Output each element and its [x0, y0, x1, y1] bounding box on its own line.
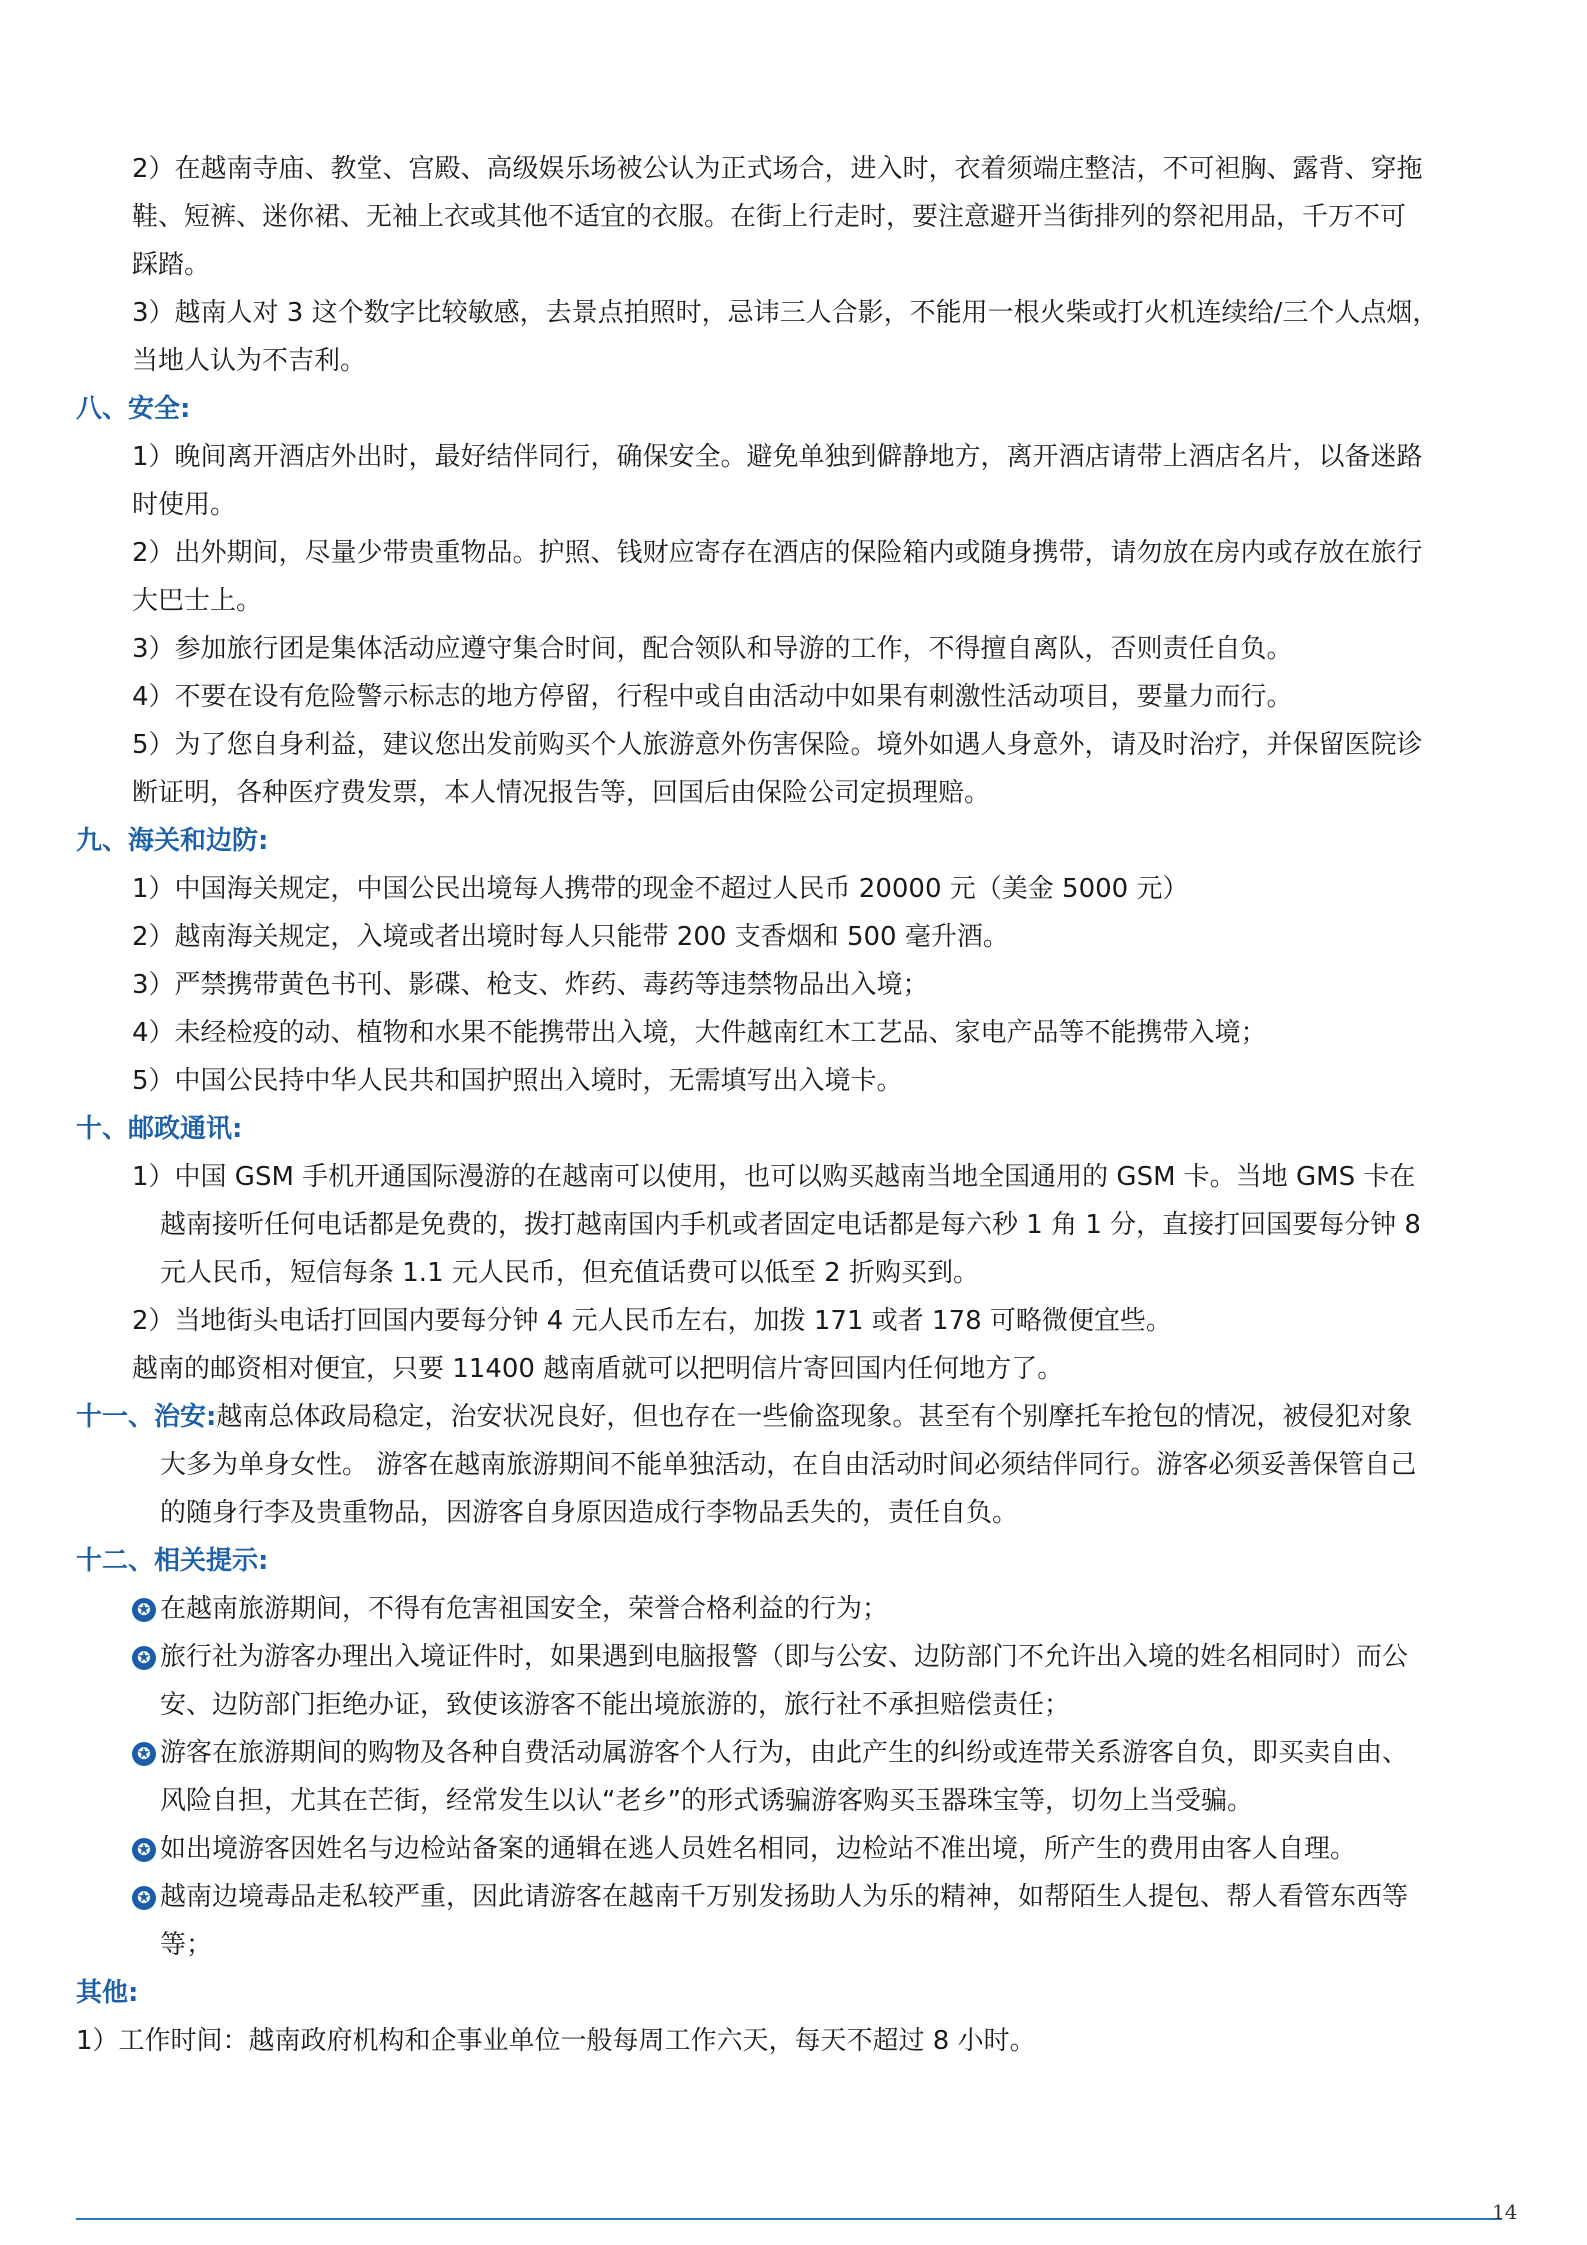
border-item-1: 1）中国海关规定，中国公民出境每人携带的现金不超过人民币 20000 元（美金 5000 元） [132, 874, 1189, 904]
customs-item-2-line-1: 2）在越南寺庙、教堂、宫殿、高级娱乐场被公认为正式场合，进入时，衣着须端庄整洁，不可袒胸、露背、穿拖 [132, 154, 1423, 184]
telecom-note: 越南的邮资相对便宜，只要 11400 越南盾就可以把明信片寄回国内任何地方了。 [132, 1354, 1064, 1384]
tip-5-text: 越南边境毒品走私较严重，因此请游客在越南千万别发扬助人为乐的精神，如帮陌生人提包、帮人看管东西等 [160, 1882, 1409, 1912]
security-line-2: 大多为单身女性。 游客在越南旅游期间不能单独活动，在自由活动时间必须结伴同行。游客必须妥善保管自己 [160, 1450, 1417, 1480]
tip-3-line-2: 风险自担，尤其在芒街，经常发生以认“老乡”的形式诱骗游客购买玉器珠宝等，切勿上当受骗。 [160, 1786, 1253, 1816]
security-line-1: 越南总体政局稳定，治安状况良好，但也存在一些偷盗现象。甚至有个别摩托车抢包的情况，被侵犯对象 [216, 1402, 1413, 1432]
tip-3-text: 游客在旅游期间的购物及各种自费活动属游客个人行为，由此产生的纠纷或连带关系游客自负，即买卖自由、 [160, 1738, 1409, 1768]
telecom-item-1-line-3: 元人民币，短信每条 1.1 元人民币，但充值话费可以低至 2 折购买到。 [160, 1258, 979, 1288]
telecom-item-1-line-1: 1）中国 GSM 手机开通国际漫游的在越南可以使用，也可以购买越南当地全国通用的 GSM 卡。当地 GMS 卡在 [132, 1162, 1416, 1192]
section-12-heading: 十二、相关提示: [76, 1546, 269, 1576]
other-item-1: 1）工作时间：越南政府机构和企事业单位一般每周工作六天，每天不超过 8 小时。 [76, 2026, 1036, 2056]
tip-2-text: 旅行社为游客办理出入境证件时，如果遇到电脑报警（即与公安、边防部门不允许出入境的姓名相同时）而公 [160, 1642, 1409, 1672]
border-item-2: 2）越南海关规定，入境或者出境时每人只能带 200 支香烟和 500 毫升酒。 [132, 922, 1009, 952]
safety-item-2-line-2: 大巴士上。 [132, 586, 263, 616]
safety-item-5-line-2: 断证明，各种医疗费发票，本人情况报告等，回国后由保险公司定损理赔。 [132, 778, 991, 808]
tip-1-text: 在越南旅游期间，不得有危害祖国安全，荣誉合格利益的行为； [160, 1594, 889, 1624]
tip-2-line-2: 安、边防部门拒绝办证，致使该游客不能出境旅游的，旅行社不承担赔偿责任； [160, 1690, 1071, 1720]
page-content [76, 145, 1528, 2065]
star-bullet-icon: ✪ [132, 1742, 156, 1766]
section-8-heading: 八、安全: [76, 394, 191, 424]
star-bullet-icon: ✪ [132, 1838, 156, 1862]
customs-item-3-line-2: 当地人认为不吉利。 [132, 346, 367, 376]
telecom-item-2: 2）当地街头电话打回国内要每分钟 4 元人民币左右，加拨 171 或者 178 可略微便宜些。 [132, 1306, 1172, 1336]
tip-4 [76, 1825, 1528, 1873]
safety-item-5-line-1: 5）为了您自身利益，建议您出发前购买个人旅游意外伤害保险。境外如遇人身意外，请及时治疗，并保留医院诊 [132, 730, 1423, 760]
tip-5-line-1 [76, 1873, 1528, 1921]
safety-item-2-line-1: 2）出外期间，尽量少带贵重物品。护照、钱财应寄存在酒店的保险箱内或随身携带，请勿放在房内或存放在旅行 [132, 538, 1423, 568]
other-heading: 其他: [76, 1978, 139, 2008]
tip-5-line-2: 等； [160, 1930, 213, 1960]
safety-item-1-line-1: 1）晚间离开酒店外出时，最好结伴同行，确保安全。避免单独到僻静地方，离开酒店请带上酒店名片，以备迷路 [132, 442, 1423, 472]
border-item-4: 4）未经检疫的动、植物和水果不能携带出入境，大件越南红木工艺品、家电产品等不能携带入境； [132, 1018, 1267, 1048]
customs-item-2-line-2: 鞋、短裤、迷你裙、无袖上衣或其他不适宜的衣服。在街上行走时，要注意避开当街排列的祭祀用品，千万不可 [132, 202, 1407, 232]
customs-item-2-line-3: 踩踏。 [132, 250, 211, 280]
border-item-5: 5）中国公民持中华人民共和国护照出入境时，无需填写出入境卡。 [132, 1066, 903, 1096]
safety-item-1-line-2: 时使用。 [132, 490, 237, 520]
customs-item-3-line-1: 3）越南人对 3 这个数字比较敏感，去景点拍照时，忌讳三人合影，不能用一根火柴或打火机连续给/三个人点烟， [132, 298, 1439, 328]
telecom-item-1-line-2: 越南接听任何电话都是免费的，拨打越南国内手机或者固定电话都是每六秒 1 角 1 分，直接打回国要每分钟 8 [160, 1210, 1421, 1240]
border-item-3: 3）严禁携带黄色书刊、影碟、枪支、炸药、毒药等违禁物品出入境； [132, 970, 929, 1000]
safety-item-4: 4）不要在设有危险警示标志的地方停留，行程中或自由活动中如果有刺激性活动项目，要量力而行。 [132, 682, 1293, 712]
safety-item-3: 3）参加旅行团是集体活动应遵守集合时间，配合领队和导游的工作，不得擅自离队，否则责任自负。 [132, 634, 1293, 664]
security-line-3: 的随身行李及贵重物品，因游客自身原因造成行李物品丢失的，责任自负。 [160, 1498, 1019, 1528]
section-9-heading: 九、海关和边防: [76, 826, 269, 856]
star-bullet-icon: ✪ [132, 1886, 156, 1910]
section-11-title: 十一、治安: [76, 1402, 217, 1432]
tip-3-line-1 [76, 1729, 1528, 1777]
star-bullet-icon: ✪ [132, 1646, 156, 1670]
section-11-heading [76, 1393, 1528, 1441]
footer-rule [76, 2218, 1502, 2220]
tip-4-text: 如出境游客因姓名与边检站备案的通辑在逃人员姓名相同，边检站不准出境，所产生的费用由客人自理。 [160, 1834, 1357, 1864]
tip-2-line-1 [76, 1633, 1528, 1681]
tip-1 [76, 1585, 1528, 1633]
star-bullet-icon: ✪ [132, 1598, 156, 1622]
page-number: 14 [1492, 2200, 1518, 2224]
section-10-heading: 十、邮政通讯: [76, 1114, 243, 1144]
